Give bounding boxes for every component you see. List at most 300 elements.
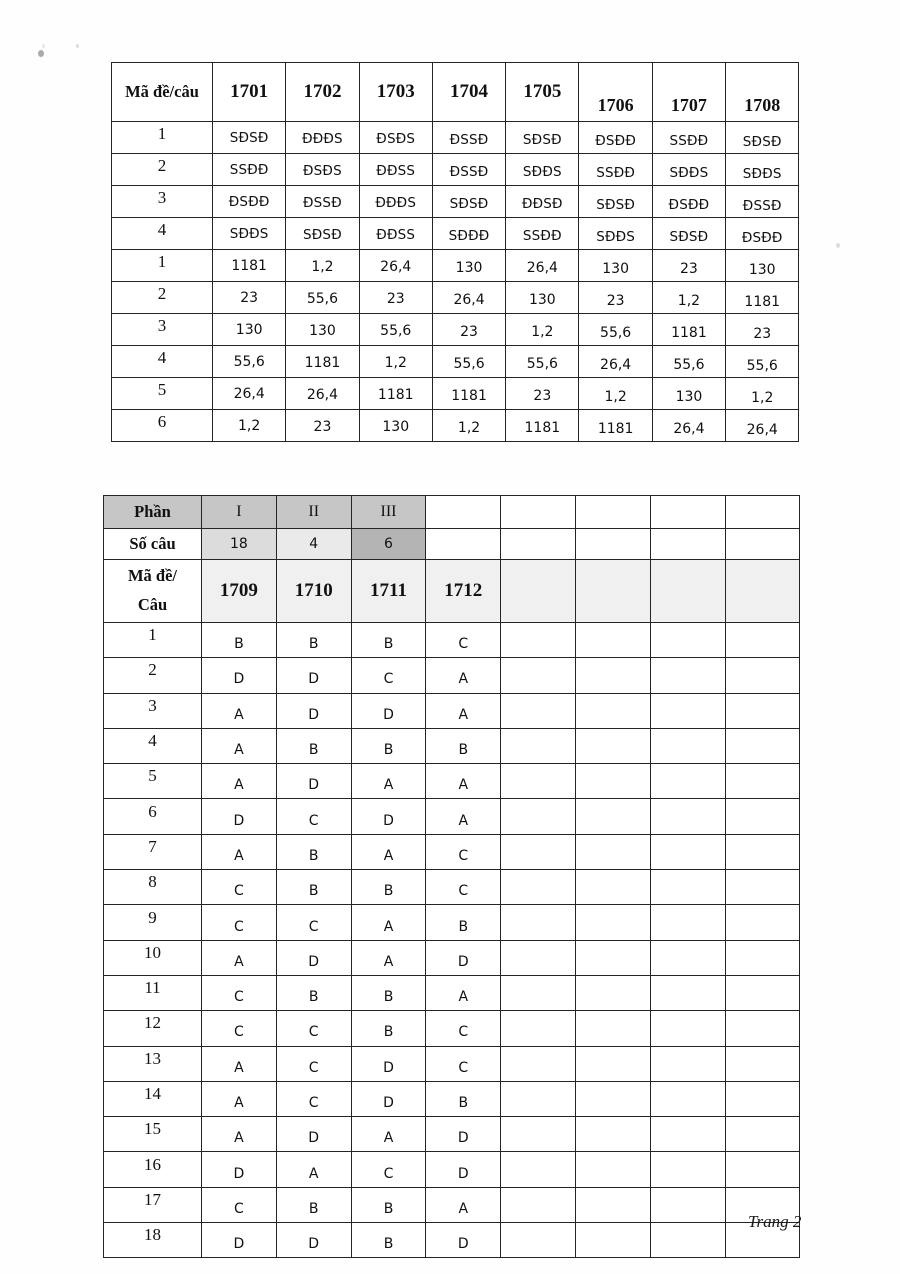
numeric-answer-cell: 1,2	[506, 314, 579, 346]
answer-cell: C	[276, 1011, 351, 1046]
table-row	[112, 250, 799, 282]
numeric-answer-cell: 26,4	[359, 250, 432, 282]
numeric-answer-cell: 1,2	[359, 346, 432, 378]
empty-cell	[575, 1011, 650, 1046]
exam-code-header: 1701	[213, 63, 286, 122]
question-number: 3	[104, 693, 202, 728]
table-row	[112, 63, 799, 122]
answer-cell: D	[276, 1117, 351, 1152]
empty-cell	[575, 834, 650, 869]
answer-cell: A	[351, 905, 426, 940]
question-count-value: 4	[276, 529, 351, 560]
answer-cell: D	[202, 799, 277, 834]
empty-cell	[575, 693, 650, 728]
empty-cell	[575, 870, 650, 905]
answer-cell: C	[351, 658, 426, 693]
answer-cell: C	[276, 799, 351, 834]
question-number: 1	[112, 250, 213, 282]
answer-key-table-2-container	[103, 495, 800, 1258]
numeric-answer-cell: 26,4	[506, 250, 579, 282]
true-false-answer-cell: ĐĐSĐ	[506, 186, 579, 218]
question-number: 8	[104, 870, 202, 905]
empty-cell	[426, 529, 501, 560]
numeric-answer-cell: 130	[579, 250, 652, 282]
table-row	[112, 186, 799, 218]
true-false-answer-cell: SSĐĐ	[506, 218, 579, 250]
table-row	[112, 410, 799, 442]
empty-cell	[501, 1152, 576, 1187]
question-number: 6	[112, 410, 213, 442]
answer-cell: C	[426, 870, 501, 905]
true-false-answer-cell: SĐSĐ	[652, 218, 725, 250]
table-row	[104, 1223, 800, 1258]
question-number: 11	[104, 975, 202, 1010]
numeric-answer-cell: 1181	[213, 250, 286, 282]
numeric-answer-cell: 130	[726, 250, 799, 282]
numeric-answer-cell: 1,2	[579, 378, 652, 410]
empty-cell	[501, 496, 576, 529]
table-row	[112, 218, 799, 250]
true-false-answer-cell: SĐĐS	[726, 154, 799, 186]
numeric-answer-cell: 130	[359, 410, 432, 442]
question-number: 14	[104, 1081, 202, 1116]
numeric-answer-cell: 26,4	[213, 378, 286, 410]
numeric-answer-cell: 1,2	[286, 250, 359, 282]
empty-cell	[650, 728, 725, 763]
answer-cell: B	[276, 975, 351, 1010]
question-number: 6	[104, 799, 202, 834]
answer-cell: C	[426, 623, 501, 658]
answer-cell: B	[351, 870, 426, 905]
exam-code-header: 1710	[276, 560, 351, 623]
numeric-answer-cell: 26,4	[579, 346, 652, 378]
table-row	[104, 623, 800, 658]
answer-key-table-1	[111, 62, 799, 442]
table-row	[104, 529, 800, 560]
answer-cell: A	[351, 940, 426, 975]
table-row	[112, 346, 799, 378]
question-count-label: Số câu	[104, 529, 202, 560]
empty-cell	[575, 1152, 650, 1187]
numeric-answer-cell: 55,6	[359, 314, 432, 346]
table-row	[104, 1081, 800, 1116]
empty-cell	[725, 623, 800, 658]
answer-cell: C	[276, 1081, 351, 1116]
part-roman-numeral: I	[202, 496, 277, 529]
true-false-answer-cell: SĐĐĐ	[432, 218, 505, 250]
empty-cell	[650, 975, 725, 1010]
numeric-answer-cell: 55,6	[506, 346, 579, 378]
question-number: 1	[112, 122, 213, 154]
empty-cell	[725, 496, 800, 529]
numeric-answer-cell: 1,2	[432, 410, 505, 442]
answer-cell: B	[351, 975, 426, 1010]
answer-key-table-1-container	[111, 62, 799, 442]
numeric-answer-cell: 23	[506, 378, 579, 410]
scan-speck	[76, 44, 79, 48]
empty-cell	[575, 1187, 650, 1222]
empty-cell	[575, 1117, 650, 1152]
answer-cell: D	[202, 1152, 277, 1187]
answer-cell: C	[276, 1046, 351, 1081]
answer-cell: A	[426, 799, 501, 834]
true-false-answer-cell: SĐĐS	[213, 218, 286, 250]
empty-cell	[650, 1152, 725, 1187]
answer-cell: D	[276, 658, 351, 693]
empty-cell	[725, 1117, 800, 1152]
empty-cell	[501, 693, 576, 728]
empty-cell	[650, 693, 725, 728]
exam-code-label	[104, 560, 202, 623]
empty-cell	[650, 1117, 725, 1152]
answer-cell: B	[202, 623, 277, 658]
table-row	[104, 870, 800, 905]
empty-cell	[725, 870, 800, 905]
exam-code-header: 1705	[506, 63, 579, 122]
true-false-answer-cell: SĐSĐ	[726, 122, 799, 154]
answer-cell: D	[202, 1223, 277, 1258]
empty-cell	[725, 799, 800, 834]
empty-cell	[501, 1117, 576, 1152]
numeric-answer-cell: 1,2	[652, 282, 725, 314]
answer-cell: D	[276, 1223, 351, 1258]
numeric-answer-cell: 26,4	[652, 410, 725, 442]
table-2-body	[104, 496, 800, 1258]
table-row	[104, 799, 800, 834]
exam-code-header: 1708	[726, 63, 799, 122]
question-number: 2	[112, 154, 213, 186]
exam-code-header: 1704	[432, 63, 505, 122]
true-false-answer-cell: ĐSĐĐ	[213, 186, 286, 218]
question-number: 7	[104, 834, 202, 869]
table-row	[104, 834, 800, 869]
answer-cell: D	[426, 940, 501, 975]
table-row	[112, 122, 799, 154]
true-false-answer-cell: ĐSSĐ	[286, 186, 359, 218]
true-false-answer-cell: SĐSĐ	[506, 122, 579, 154]
answer-cell: B	[351, 1187, 426, 1222]
table-row	[112, 378, 799, 410]
answer-cell: C	[426, 1046, 501, 1081]
empty-cell	[501, 658, 576, 693]
question-number: 1	[104, 623, 202, 658]
answer-cell: B	[276, 870, 351, 905]
true-false-answer-cell: ĐSSĐ	[726, 186, 799, 218]
table-row	[104, 975, 800, 1010]
empty-cell	[501, 728, 576, 763]
empty-cell	[725, 940, 800, 975]
answer-cell: A	[202, 693, 277, 728]
answer-cell: A	[202, 1081, 277, 1116]
empty-cell	[650, 623, 725, 658]
answer-cell: A	[276, 1152, 351, 1187]
true-false-answer-cell: SĐSĐ	[579, 186, 652, 218]
table-row	[104, 496, 800, 529]
exam-code-header: 1703	[359, 63, 432, 122]
table-row	[104, 658, 800, 693]
question-number: 15	[104, 1117, 202, 1152]
empty-cell	[575, 1223, 650, 1258]
empty-cell	[650, 940, 725, 975]
true-false-answer-cell: SĐĐS	[579, 218, 652, 250]
empty-cell	[575, 940, 650, 975]
answer-cell: D	[426, 1152, 501, 1187]
empty-cell	[725, 560, 800, 623]
true-false-answer-cell: ĐSĐĐ	[726, 218, 799, 250]
answer-cell: B	[351, 1011, 426, 1046]
numeric-answer-cell: 26,4	[726, 410, 799, 442]
table-row	[104, 940, 800, 975]
table-row	[104, 1152, 800, 1187]
numeric-answer-cell: 1181	[359, 378, 432, 410]
true-false-answer-cell: ĐSĐĐ	[652, 186, 725, 218]
answer-cell: A	[351, 1117, 426, 1152]
numeric-answer-cell: 130	[652, 378, 725, 410]
empty-cell	[725, 529, 800, 560]
empty-cell	[725, 1011, 800, 1046]
numeric-answer-cell: 23	[359, 282, 432, 314]
table-row	[112, 282, 799, 314]
empty-cell	[575, 529, 650, 560]
true-false-answer-cell: ĐSĐĐ	[579, 122, 652, 154]
true-false-answer-cell: ĐĐSS	[359, 218, 432, 250]
question-count-value: 6	[351, 529, 426, 560]
empty-cell	[650, 1046, 725, 1081]
answer-cell: D	[276, 693, 351, 728]
exam-code-header: 1707	[652, 63, 725, 122]
question-number: 2	[112, 282, 213, 314]
empty-cell	[725, 975, 800, 1010]
question-number: 5	[112, 378, 213, 410]
answer-cell: D	[351, 1046, 426, 1081]
answer-cell: C	[202, 870, 277, 905]
exam-code-header: 1712	[426, 560, 501, 623]
numeric-answer-cell: 23	[652, 250, 725, 282]
table-1-body	[112, 122, 799, 442]
empty-cell	[650, 764, 725, 799]
empty-cell	[575, 1046, 650, 1081]
answer-cell: A	[202, 940, 277, 975]
numeric-answer-cell: 26,4	[286, 378, 359, 410]
question-number: 17	[104, 1187, 202, 1222]
empty-cell	[650, 870, 725, 905]
answer-cell: B	[426, 905, 501, 940]
empty-cell	[725, 728, 800, 763]
empty-cell	[575, 496, 650, 529]
numeric-answer-cell: 55,6	[213, 346, 286, 378]
numeric-answer-cell: 23	[726, 314, 799, 346]
question-number: 18	[104, 1223, 202, 1258]
answer-cell: C	[202, 1187, 277, 1222]
numeric-answer-cell: 23	[286, 410, 359, 442]
numeric-answer-cell: 55,6	[652, 346, 725, 378]
page-number-footer: Trang 2	[748, 1212, 802, 1231]
true-false-answer-cell: ĐSSĐ	[432, 154, 505, 186]
table-row	[104, 560, 800, 623]
question-number: 13	[104, 1046, 202, 1081]
empty-cell	[501, 834, 576, 869]
empty-cell	[575, 799, 650, 834]
answer-cell: D	[426, 1223, 501, 1258]
empty-cell	[501, 1011, 576, 1046]
exam-code-label-line-2: Câu	[137, 595, 168, 614]
answer-cell: B	[276, 834, 351, 869]
empty-cell	[575, 1081, 650, 1116]
numeric-answer-cell: 55,6	[432, 346, 505, 378]
empty-cell	[650, 834, 725, 869]
answer-cell: B	[276, 1187, 351, 1222]
empty-cell	[725, 658, 800, 693]
answer-cell: D	[426, 1117, 501, 1152]
answer-cell: C	[351, 1152, 426, 1187]
empty-cell	[501, 799, 576, 834]
empty-cell	[501, 1081, 576, 1116]
answer-cell: D	[351, 693, 426, 728]
numeric-answer-cell: 55,6	[286, 282, 359, 314]
empty-cell	[501, 870, 576, 905]
true-false-answer-cell: ĐĐĐS	[359, 186, 432, 218]
empty-cell	[725, 905, 800, 940]
empty-cell	[725, 764, 800, 799]
table-row	[112, 314, 799, 346]
exam-code-header: 1709	[202, 560, 277, 623]
empty-cell	[725, 1081, 800, 1116]
numeric-answer-cell: 23	[432, 314, 505, 346]
true-false-answer-cell: SĐSĐ	[213, 122, 286, 154]
numeric-answer-cell: 130	[286, 314, 359, 346]
empty-cell	[575, 623, 650, 658]
empty-cell	[650, 1187, 725, 1222]
empty-cell	[650, 1223, 725, 1258]
answer-cell: D	[351, 1081, 426, 1116]
true-false-answer-cell: SSĐĐ	[579, 154, 652, 186]
empty-cell	[650, 799, 725, 834]
answer-key-table-2	[103, 495, 800, 1258]
question-number: 5	[104, 764, 202, 799]
answer-cell: B	[276, 728, 351, 763]
empty-cell	[650, 905, 725, 940]
true-false-answer-cell: ĐSSĐ	[432, 122, 505, 154]
numeric-answer-cell: 130	[432, 250, 505, 282]
exam-code-label-line-1: Mã đề/	[127, 566, 178, 586]
answer-cell: C	[202, 1011, 277, 1046]
scan-speck	[42, 44, 45, 48]
table-row	[104, 1117, 800, 1152]
empty-cell	[575, 975, 650, 1010]
numeric-answer-cell: 1,2	[213, 410, 286, 442]
numeric-answer-cell: 26,4	[432, 282, 505, 314]
answer-cell: A	[202, 1117, 277, 1152]
true-false-answer-cell: ĐĐSS	[359, 154, 432, 186]
answer-cell: A	[202, 728, 277, 763]
numeric-answer-cell: 130	[506, 282, 579, 314]
empty-cell	[575, 764, 650, 799]
numeric-answer-cell: 1181	[726, 282, 799, 314]
true-false-answer-cell: SĐSĐ	[432, 186, 505, 218]
numeric-answer-cell: 1181	[286, 346, 359, 378]
answer-cell: B	[351, 1223, 426, 1258]
answer-cell: D	[351, 799, 426, 834]
true-false-answer-cell: ĐSĐS	[286, 154, 359, 186]
numeric-answer-cell: 1181	[579, 410, 652, 442]
table-row	[104, 1011, 800, 1046]
answer-cell: A	[202, 834, 277, 869]
empty-cell	[501, 1046, 576, 1081]
empty-cell	[575, 658, 650, 693]
answer-cell: B	[276, 623, 351, 658]
empty-cell	[575, 905, 650, 940]
true-false-answer-cell: ĐSĐS	[359, 122, 432, 154]
table-row	[104, 764, 800, 799]
exam-code-header: 1711	[351, 560, 426, 623]
part-roman-numeral: III	[351, 496, 426, 529]
numeric-answer-cell: 1181	[432, 378, 505, 410]
question-number: 3	[112, 186, 213, 218]
answer-cell: C	[276, 905, 351, 940]
answer-cell: C	[202, 905, 277, 940]
empty-cell	[501, 905, 576, 940]
answer-cell: A	[426, 658, 501, 693]
empty-cell	[501, 975, 576, 1010]
answer-cell: D	[276, 764, 351, 799]
exam-code-header: 1706	[579, 63, 652, 122]
question-number: 16	[104, 1152, 202, 1187]
answer-cell: C	[202, 975, 277, 1010]
true-false-answer-cell: SSĐĐ	[213, 154, 286, 186]
true-false-answer-cell: SĐSĐ	[286, 218, 359, 250]
true-false-answer-cell: SSĐĐ	[652, 122, 725, 154]
empty-cell	[426, 496, 501, 529]
numeric-answer-cell: 1181	[506, 410, 579, 442]
numeric-answer-cell: 1181	[652, 314, 725, 346]
numeric-answer-cell: 23	[213, 282, 286, 314]
answer-cell: A	[202, 764, 277, 799]
answer-cell: C	[426, 834, 501, 869]
empty-cell	[501, 529, 576, 560]
question-number: 3	[112, 314, 213, 346]
question-number: 12	[104, 1011, 202, 1046]
numeric-answer-cell: 55,6	[579, 314, 652, 346]
empty-cell	[650, 1011, 725, 1046]
empty-cell	[725, 1046, 800, 1081]
empty-cell	[501, 940, 576, 975]
empty-cell	[575, 728, 650, 763]
answer-cell: C	[426, 1011, 501, 1046]
scan-speck	[38, 50, 44, 57]
numeric-answer-cell: 55,6	[726, 346, 799, 378]
empty-cell	[501, 1223, 576, 1258]
table-row	[104, 728, 800, 763]
answer-cell: A	[351, 834, 426, 869]
answer-cell: A	[426, 693, 501, 728]
true-false-answer-cell: SĐĐS	[506, 154, 579, 186]
true-false-answer-cell: SĐĐS	[652, 154, 725, 186]
numeric-answer-cell: 1,2	[726, 378, 799, 410]
empty-cell	[725, 693, 800, 728]
table-1-header	[112, 63, 799, 122]
table-row	[104, 1187, 800, 1222]
question-number: 10	[104, 940, 202, 975]
table-1-label-header: Mã đề/câu	[112, 63, 213, 122]
table-row	[104, 693, 800, 728]
answer-cell: A	[351, 764, 426, 799]
scan-speck	[836, 243, 840, 248]
question-count-value: 18	[202, 529, 277, 560]
empty-cell	[725, 834, 800, 869]
empty-cell	[501, 623, 576, 658]
numeric-answer-cell: 23	[579, 282, 652, 314]
empty-cell	[501, 764, 576, 799]
